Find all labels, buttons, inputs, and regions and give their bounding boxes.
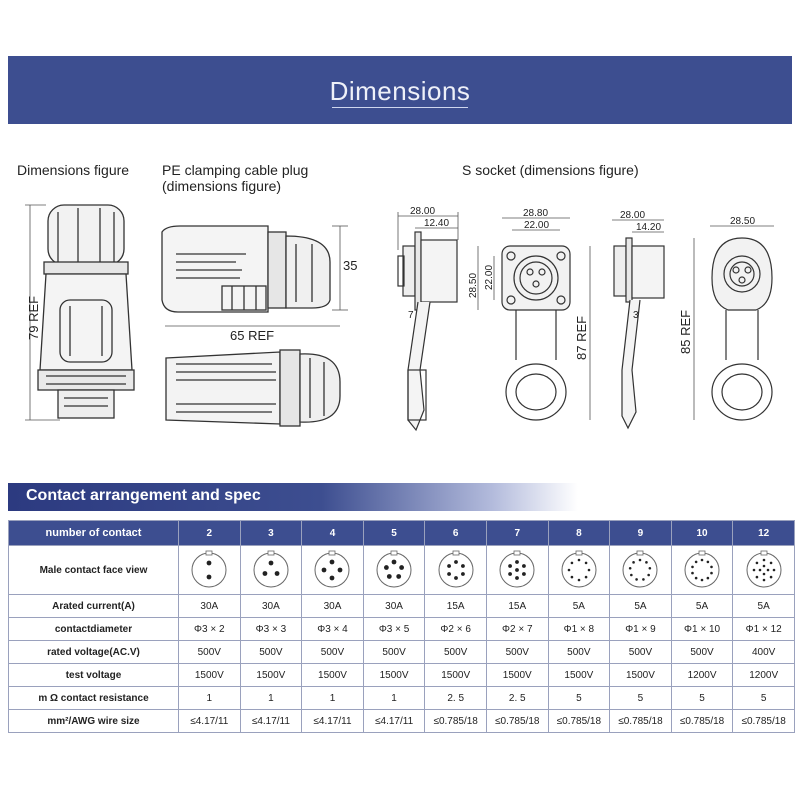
spec-value-cell: 1500V [425, 664, 487, 687]
socket-b-length: 85 REF [678, 309, 693, 354]
contact-count-cell: 2 [179, 521, 241, 546]
contact-pin [762, 572, 765, 575]
contact-pin [648, 573, 651, 576]
spec-value-cell: ≤0.785/18 [610, 710, 672, 733]
contact-pin [633, 561, 636, 564]
socket-a-side-drawing [398, 232, 457, 430]
label-pe-plug-sub: (dimensions figure) [162, 178, 282, 194]
spec-value-cell: 1 [302, 687, 364, 710]
contact-pin [691, 565, 694, 568]
contact-count-cell: 3 [240, 521, 302, 546]
spec-value-cell: 1 [179, 687, 241, 710]
spec-value-cell: 1200V [671, 664, 733, 687]
contact-pin [515, 576, 519, 580]
spec-value-cell: ≤0.785/18 [548, 710, 610, 733]
socket-a-inner-height: 22.00 [484, 264, 495, 290]
spec-value-cell: ≤0.785/18 [733, 710, 795, 733]
spec-value-cell: 500V [548, 641, 610, 664]
contact-pin [330, 559, 335, 564]
spec-value-cell: Φ3 × 2 [179, 618, 241, 641]
contact-face-cell [610, 546, 672, 595]
contact-pin [508, 572, 512, 576]
contact-pin [387, 574, 392, 579]
contact-face-cell [671, 546, 733, 595]
section-title: Contact arrangement and spec [26, 487, 261, 504]
spec-value-cell: 5A [548, 595, 610, 618]
spec-value-cell: 15A [486, 595, 548, 618]
spec-value-cell: Φ3 × 4 [302, 618, 364, 641]
contact-pin [268, 560, 273, 565]
spec-value-cell: ≤0.785/18 [486, 710, 548, 733]
spec-value-cell: ≤4.17/11 [240, 710, 302, 733]
contact-pin [691, 571, 694, 574]
contact-pin [392, 559, 397, 564]
spec-value-cell: 1500V [486, 664, 548, 687]
spec-row [9, 641, 795, 664]
socket-b-panel: 3 [633, 310, 639, 321]
contact-face-icon [311, 548, 353, 590]
contact-face-icon [250, 548, 292, 590]
spec-value-cell: 5 [610, 687, 672, 710]
contact-count-cell: 6 [425, 521, 487, 546]
spec-row-label: rated voltage(AC.V) [9, 641, 179, 664]
contact-pin [766, 568, 769, 571]
spec-value-cell: 5 [733, 687, 795, 710]
contact-pin [447, 572, 451, 576]
contact-face-icon [496, 548, 538, 590]
socket-b-inner-width: 14.20 [636, 222, 662, 233]
contact-face-icon [435, 548, 477, 590]
contact-pin [643, 578, 646, 581]
spec-value-cell: Φ1 × 12 [733, 618, 795, 641]
plug-side-lower-drawing [166, 350, 340, 426]
contact-pin [570, 561, 573, 564]
spec-value-cell: 500V [610, 641, 672, 664]
spec-value-cell: 1 [240, 687, 302, 710]
contact-pin [710, 571, 713, 574]
contact-pin [769, 575, 772, 578]
contact-count-cell: 10 [671, 521, 733, 546]
contact-pin [707, 576, 710, 579]
contact-count-cell: 12 [733, 521, 795, 546]
spec-row-label: m Ω contact resistance [9, 687, 179, 710]
contact-pin [701, 578, 704, 581]
socket-a-front-width: 28.80 [523, 208, 549, 219]
spec-row [9, 618, 795, 641]
contact-face-icon [681, 548, 723, 590]
plug-length-label: 79 REF [26, 295, 41, 340]
contact-pin [515, 560, 519, 564]
spec-row-label: mm²/AWG wire size [9, 710, 179, 733]
spec-row [9, 595, 795, 618]
contact-face-icon [558, 548, 600, 590]
contact-face-icon [188, 548, 230, 590]
spec-value-cell: ≤4.17/11 [363, 710, 425, 733]
socket-b-total-width: 28.00 [620, 210, 646, 221]
spec-value-cell: 30A [240, 595, 302, 618]
contact-count-cell: 9 [610, 521, 672, 546]
contact-pin [695, 576, 698, 579]
plug-vertical-drawing [38, 205, 134, 418]
label-s-socket: S socket (dimensions figure) [462, 162, 639, 178]
spec-row [9, 710, 795, 733]
spec-value-cell: Φ2 × 7 [486, 618, 548, 641]
contact-pin [508, 564, 512, 568]
spec-value-cell: 1200V [733, 664, 795, 687]
spec-value-cell: Φ1 × 10 [671, 618, 733, 641]
spec-value-cell: 1500V [179, 664, 241, 687]
spec-value-cell: Φ3 × 3 [240, 618, 302, 641]
spec-value-cell: 1500V [302, 664, 364, 687]
contact-pin [769, 561, 772, 564]
contact-face-cell [302, 546, 364, 595]
contact-pin [578, 558, 581, 561]
contact-count-cell: 5 [363, 521, 425, 546]
spec-value-cell: 30A [363, 595, 425, 618]
contact-pin [447, 564, 451, 568]
spec-value-cell: 500V [425, 641, 487, 664]
contact-pin [630, 573, 633, 576]
spec-value-cell: 500V [486, 641, 548, 664]
spec-row [9, 664, 795, 687]
spec-value-cell: ≤4.17/11 [302, 710, 364, 733]
contact-face-cell [179, 546, 241, 595]
contact-count-cell: 7 [486, 521, 548, 546]
contact-pin [515, 568, 519, 572]
contact-pin [701, 558, 704, 561]
spec-value-cell: 30A [302, 595, 364, 618]
spec-value-cell: 1500V [610, 664, 672, 687]
socket-b-front-drawing [712, 238, 772, 420]
spec-value-cell: 5A [610, 595, 672, 618]
contact-face-cell [240, 546, 302, 595]
contact-face-icon [743, 548, 785, 590]
spec-value-cell: 1500V [363, 664, 425, 687]
contact-pin [707, 560, 710, 563]
spec-value-cell: 500V [240, 641, 302, 664]
contact-face-icon [373, 548, 415, 590]
contact-pin [578, 578, 581, 581]
contact-pin [639, 558, 642, 561]
contact-pin [275, 571, 280, 576]
socket-a-length: 87 REF [574, 315, 589, 360]
plug-width-label: 65 REF [230, 328, 275, 343]
contact-pin [262, 571, 267, 576]
contact-pin [772, 568, 775, 571]
contact-face-cell [486, 546, 548, 595]
page-title: Dimensions [329, 76, 471, 106]
contact-pin [695, 560, 698, 563]
socket-b-side-drawing [614, 238, 664, 428]
socket-b-front-width: 28.50 [730, 216, 756, 227]
contact-pin [649, 566, 652, 569]
contact-pin [588, 568, 591, 571]
label-dimensions-figure: Dimensions figure [17, 162, 130, 178]
socket-a-inner-width: 12.40 [424, 218, 450, 229]
spec-value-cell: 5A [671, 595, 733, 618]
contact-pin [207, 574, 212, 579]
contact-count-cell: 4 [302, 521, 364, 546]
contact-face-cell [733, 546, 795, 595]
face-view-label: Male contact face view [9, 546, 179, 595]
spec-value-cell: 2. 5 [486, 687, 548, 710]
contact-pin [384, 565, 389, 570]
spec-value-cell: 500V [302, 641, 364, 664]
contact-pin [522, 564, 526, 568]
contact-pin [461, 564, 465, 568]
contact-pin [755, 575, 758, 578]
contact-count-cell: 8 [548, 521, 610, 546]
contact-pin [585, 575, 588, 578]
spec-value-cell: 2. 5 [425, 687, 487, 710]
spec-value-cell: 30A [179, 595, 241, 618]
contact-face-cell [548, 546, 610, 595]
contact-pin [522, 572, 526, 576]
contact-pin [762, 564, 765, 567]
table-header-row [9, 521, 795, 546]
contact-pin [629, 566, 632, 569]
label-pe-plug: PE clamping cable plug [162, 162, 309, 178]
contact-face-icon [619, 548, 661, 590]
contact-pin [454, 560, 458, 564]
spec-value-cell: 1500V [240, 664, 302, 687]
contact-pin [585, 561, 588, 564]
spec-row-label: contactdiameter [9, 618, 179, 641]
spec-value-cell: 5 [671, 687, 733, 710]
socket-a-front-drawing [502, 246, 570, 420]
contact-pin [568, 568, 571, 571]
contact-pin [399, 565, 404, 570]
socket-a-outer-height: 28.50 [468, 272, 479, 298]
contact-pin [396, 574, 401, 579]
spec-value-cell: ≤0.785/18 [671, 710, 733, 733]
spec-value-cell: 1 [363, 687, 425, 710]
spec-value-cell: 5 [548, 687, 610, 710]
spec-row-label: Arated current(A) [9, 595, 179, 618]
spec-value-cell: 1500V [548, 664, 610, 687]
contact-pin [710, 565, 713, 568]
spec-value-cell: Φ2 × 6 [425, 618, 487, 641]
spec-row [9, 687, 795, 710]
spec-value-cell: Φ1 × 9 [610, 618, 672, 641]
face-view-row [9, 546, 795, 595]
contact-pin [207, 560, 212, 565]
spec-value-cell: 500V [179, 641, 241, 664]
socket-a-front-inner: 22.00 [524, 220, 550, 231]
spec-value-cell: ≤4.17/11 [179, 710, 241, 733]
contact-face-cell [425, 546, 487, 595]
spec-value-cell: 500V [363, 641, 425, 664]
contact-pin [646, 561, 649, 564]
spec-value-cell: 5A [733, 595, 795, 618]
contact-pin [461, 572, 465, 576]
socket-a-total-width: 28.00 [410, 206, 436, 217]
spec-value-cell: Φ3 × 5 [363, 618, 425, 641]
contact-pin [570, 575, 573, 578]
spec-value-cell: 500V [671, 641, 733, 664]
contact-pin [454, 576, 458, 580]
socket-a-panel: 7 [408, 310, 414, 321]
plug-side-drawing [162, 226, 330, 312]
spec-row-label: test voltage [9, 664, 179, 687]
spec-value-cell: Φ1 × 8 [548, 618, 610, 641]
spec-value-cell: 15A [425, 595, 487, 618]
contact-pin [758, 568, 761, 571]
contact-pin [330, 575, 335, 580]
contact-pin [322, 567, 327, 572]
contact-face-cell [363, 546, 425, 595]
spec-value-cell: 400V [733, 641, 795, 664]
contact-pin [762, 578, 765, 581]
spec-table [8, 520, 795, 733]
contact-pin [636, 578, 639, 581]
header-label-cell: number of contact [9, 521, 179, 546]
plug-height-label: 35 [343, 258, 358, 273]
contact-pin [752, 568, 755, 571]
spec-value-cell: ≤0.785/18 [425, 710, 487, 733]
contact-pin [762, 558, 765, 561]
contact-pin [755, 561, 758, 564]
contact-pin [338, 567, 343, 572]
